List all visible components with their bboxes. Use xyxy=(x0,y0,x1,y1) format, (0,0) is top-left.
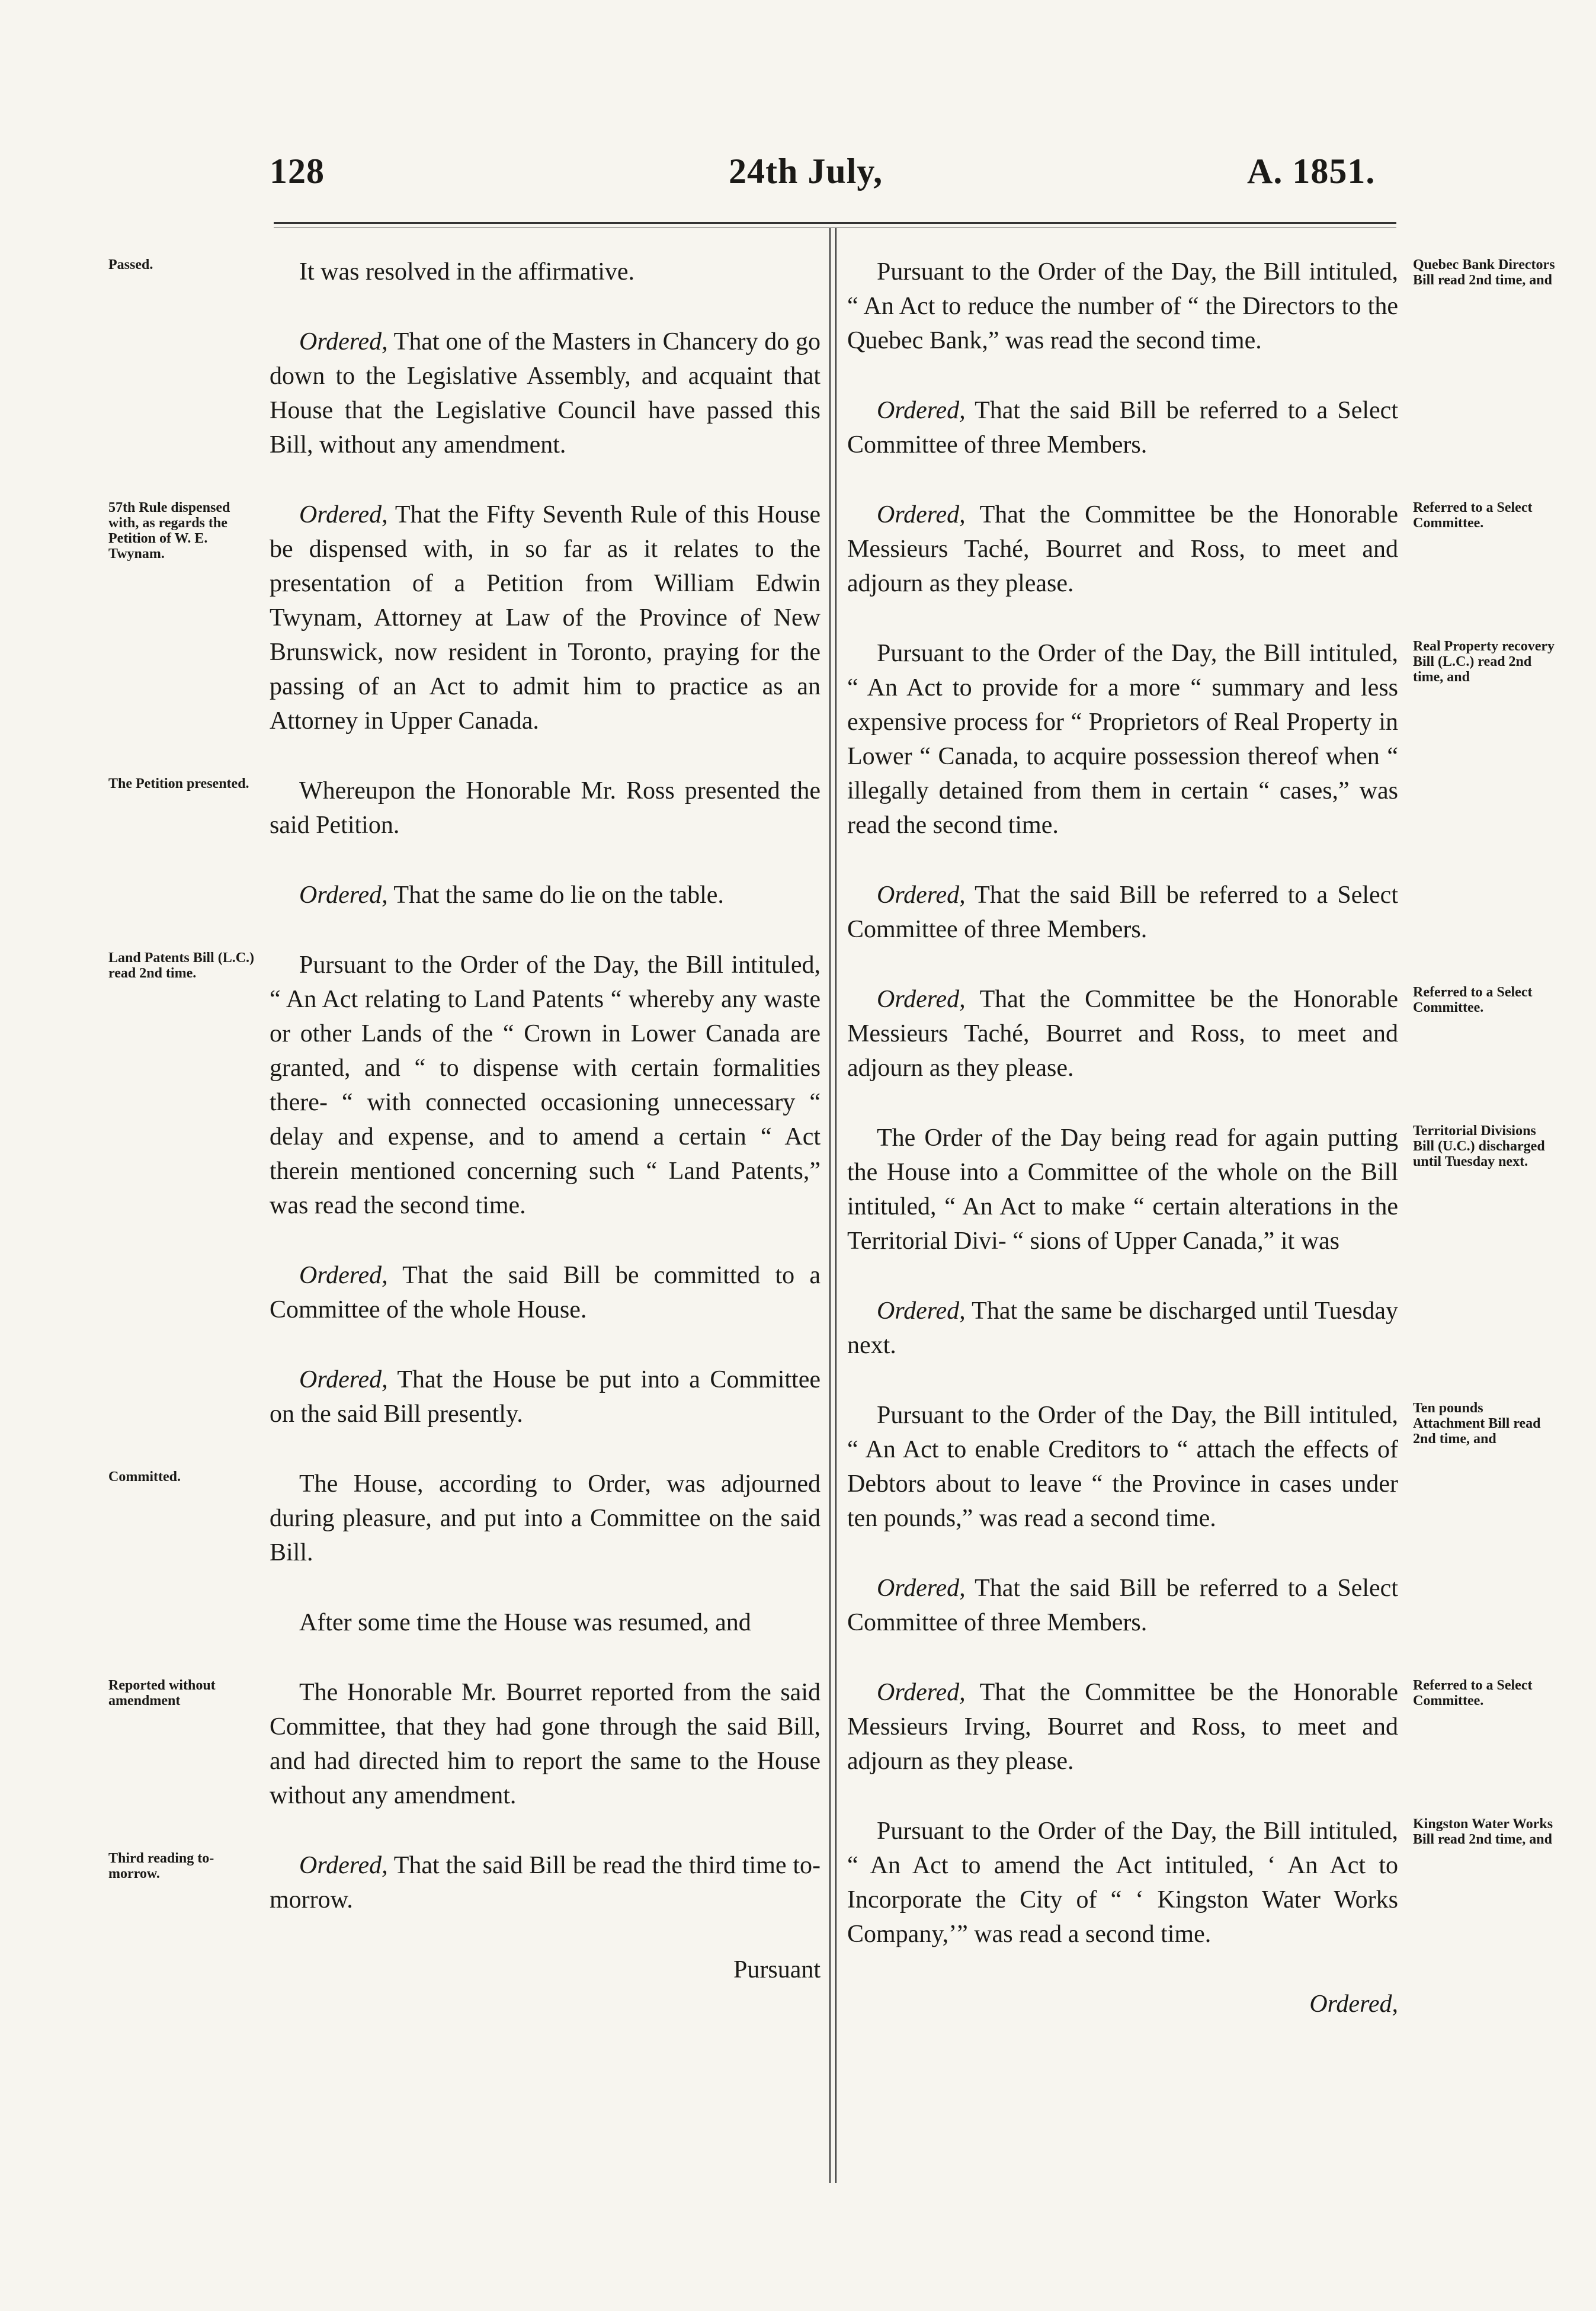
paragraph: Ordered, That the said Bill be referred to a Select Committee of three Members. xyxy=(847,397,1398,459)
right-column xyxy=(847,255,1555,2057)
paragraph: Referred to a Select Committee. Ordered, That the Committee be the Honorable Messieurs Taché, Bourret and Ross, to meet and adjourn as they please. xyxy=(847,498,1398,601)
margin-note: Territorial Divisions Bill (U.C.) discharged until Tuesday next. xyxy=(1413,1123,1545,1169)
paragraph: 57th Rule dispensed with, as regards the Petition of W. E. Twynam. Ordered, That the Fifty Seventh Rule of this House be dispensed with, in so far as it relates to the presentation of a Petition from William Edwin Twynam, Attorney at Law of the Province of New Brunswick, now resident in Toronto, praying for the passing of an Act to admit him to practice as an Attorney in Upper Canada. xyxy=(108,500,821,735)
paragraph: Ordered, That one of the Masters in Chancery do go down to the Legislative Assembly, and acquaint that House that the Legislative Council have passed this Bill, without any amendment. xyxy=(270,328,821,459)
paragraph: Ordered, That the same do lie on the table. xyxy=(299,882,724,909)
margin-note: The Petition presented. xyxy=(108,776,249,791)
margin-note: Land Patents Bill (L.C.) read 2nd time. xyxy=(108,950,255,981)
margin-note: Passed. xyxy=(108,257,153,273)
paragraph: Ten pounds Attachment Bill read 2nd time, and Pursuant to the Order of the Day, the Bill intituled, “ An Act to enable Creditors to “ attach the effects of Debtors about to leave “ the Province in cases under ten pounds,” was read a second time. xyxy=(847,1398,1398,1536)
page-year: A. 1851. xyxy=(1247,152,1376,191)
page-header xyxy=(0,151,1596,204)
left-column xyxy=(108,255,821,2022)
paragraph: After some time the House was resumed, and xyxy=(299,1609,751,1636)
catchword: Ordered, xyxy=(1309,1991,1398,2018)
paragraph: Ordered, That the said Bill be referred to a Select Committee of three Members. xyxy=(847,1575,1398,1636)
paragraph: Third reading to-morrow. Ordered, That the said Bill be read the third time to-morrow. xyxy=(108,1851,821,1913)
paragraph: Ordered, That the same be discharged until Tuesday next. xyxy=(847,1297,1398,1359)
header-rule xyxy=(274,222,1396,227)
page-number: 128 xyxy=(270,152,325,191)
margin-note: Quebec Bank Directors Bill read 2nd time, and xyxy=(1413,257,1555,288)
page-date: 24th July, xyxy=(729,152,883,191)
paragraph: Ordered, That the said Bill be referred to a Select Committee of three Members. xyxy=(847,882,1398,943)
paragraph: Ordered, That the said Bill be committed to a Committee of the whole House. xyxy=(270,1262,821,1323)
paragraph: Referred to a Select Committee. Ordered, That the Committee be the Honorable Messieurs Irving, Bourret and Ross, to meet and adjourn as they please. xyxy=(847,1675,1398,1778)
margin-note: Real Property recovery Bill (L.C.) read 2nd time, and xyxy=(1413,639,1555,685)
paragraph: Real Property recovery Bill (L.C.) read 2nd time, and Pursuant to the Order of the Day, the Bill intituled, “ An Act to provide for a more “ summary and less expensive process for “ Proprietors of Real Property in Lower “ Canada, to acquire possession thereof when “ illegally detained from them in certain “ cases,” was read the second time. xyxy=(847,639,1555,839)
margin-note: 57th Rule dispensed with, as regards the Petition of W. E. Twynam. xyxy=(108,500,230,562)
margin-note: Committed. xyxy=(108,1469,181,1485)
paragraph: Committed. The House, according to Order, was adjourned during pleasure, and put into a Committee on the said Bill. xyxy=(108,1469,821,1566)
column-divider xyxy=(829,228,837,2183)
catchword: Pursuant xyxy=(733,1956,821,1983)
paragraph: Kingston Water Works Bill read 2nd time, and Pursuant to the Order of the Day, the Bill intituled, “ An Act to amend the Act intituled, ‘ An Act to Incorporate the City of “ ‘ Kingston Water Works Company,’” was read a second time. xyxy=(847,1814,1398,1951)
margin-note: Ten pounds Attachment Bill read 2nd time, and xyxy=(1413,1400,1541,1447)
paragraph: Quebec Bank Directors Bill read 2nd time, and Pursuant to the Order of the Day, the Bill intituled, “ An Act to reduce the number of “ the Directors to the Quebec Bank,” was read the second time. xyxy=(847,257,1555,354)
margin-note: Reported without amendment xyxy=(108,1678,216,1709)
paragraph: Passed. It was resolved in the affirmative. xyxy=(108,257,635,286)
paragraph: Referred to a Select Committee. Ordered, That the Committee be the Honorable Messieurs Taché, Bourret and Ross, to meet and adjourn as they please. xyxy=(847,982,1398,1085)
paragraph: Reported without amendment The Honorable Mr. Bourret reported from the said Committee, that they had gone through the said Bill, and had directed him to report the same to the House without any amendment. xyxy=(108,1678,821,1809)
margin-note: Referred to a Select Committee. xyxy=(1413,500,1533,531)
margin-note: Referred to a Select Committee. xyxy=(1413,985,1533,1015)
margin-note: Kingston Water Works Bill read 2nd time, and xyxy=(1413,1816,1553,1847)
paragraph: Ordered, That the House be put into a Committee on the said Bill presently. xyxy=(270,1366,821,1428)
margin-note: Third reading to-morrow. xyxy=(108,1851,214,1882)
paragraph: The Petition presented. Whereupon the Honorable Mr. Ross presented the said Petition. xyxy=(108,776,821,839)
paragraph: Land Patents Bill (L.C.) read 2nd time. Pursuant to the Order of the Day, the Bill intituled, “ An Act relating to Land Patents “ whereby any waste or other Lands of the “ Crown in Lower Canada are granted, and “ to dispense with certain formalities there- “ with connected occasioning unnecessary “ delay and expense, and to amend a certain “ Act therein mentioned concerning such “ Land Patents,” was read the second time. xyxy=(108,950,821,1219)
margin-note: Referred to a Select Committee. xyxy=(1413,1678,1533,1709)
paragraph: Territorial Divisions Bill (U.C.) discharged until Tuesday next. The Order of the Day being read for again putting the House into a Committee of the whole on the Bill intituled, “ An Act to make “ certain alterations in the Territorial Divi- “ sions of Upper Canada,” it was xyxy=(847,1121,1398,1258)
